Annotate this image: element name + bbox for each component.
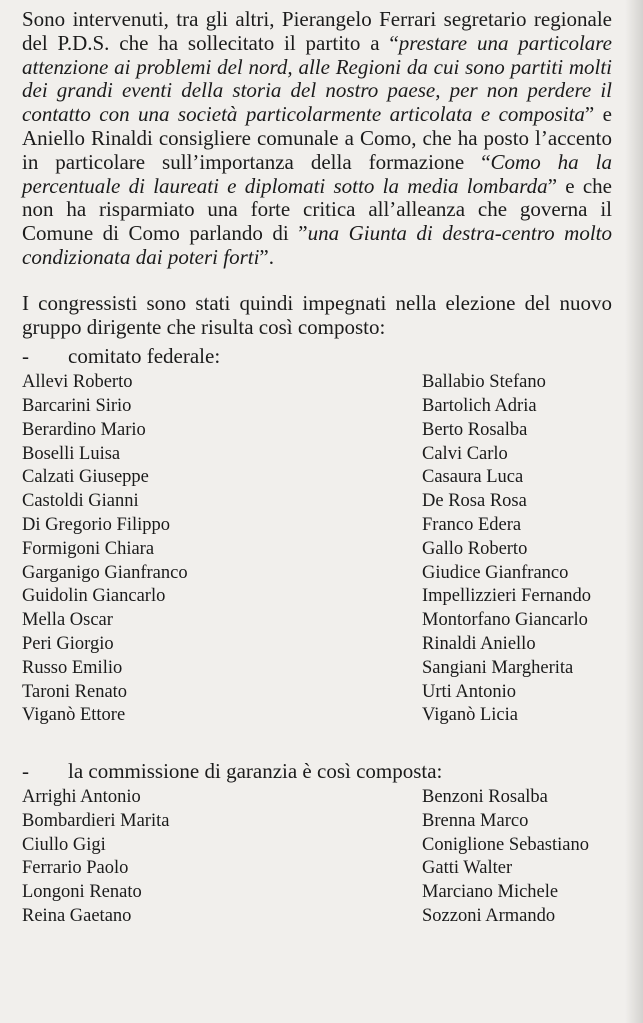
bullet-dash: -	[22, 759, 29, 784]
quote-segment: Como ha la percentuale di laureati e diplomati sotto la media lombarda	[22, 149, 612, 198]
text-segment: ” e Aniello Rinaldi consigliere comunale a Como, che ha posto l’accento in particolare sull’importanza della formazione “	[22, 102, 612, 174]
page-content	[22, 8, 612, 929]
intro-paragraph	[22, 8, 612, 270]
text-segment: Sono intervenuti, tra gli altri, Pierangelo Ferrari segretario regionale del P.D.S. che ha sollecitato il partito a “	[22, 7, 612, 55]
member-name: Brenna Marco	[422, 810, 529, 831]
bullet-dash: -	[22, 344, 29, 369]
federal-heading: comitato federale:	[68, 344, 221, 369]
quote-segment: prestare una particolare attenzione ai problemi del nord, alle Regioni da cui sono partiti molti dei grandi eventi della storia del nostro paese, per non perdere il contatto con una società particolarmente articolata e composita	[22, 30, 613, 127]
member-name: Formigoni Chiara	[22, 538, 155, 559]
member-name: Taroni Renato	[22, 681, 128, 702]
member-name: Ballabio Stefano	[422, 372, 546, 393]
member-name: Russo Emilio	[22, 657, 123, 678]
member-name: Garganigo Gianfranco	[22, 562, 188, 583]
member-name: Casaura Luca	[422, 467, 524, 488]
federal-list	[22, 371, 612, 728]
member-name: Gatti Walter	[422, 858, 513, 879]
member-name: Castoldi Gianni	[22, 491, 139, 512]
page-edge-shadow	[625, 0, 643, 1023]
member-name: Mella Oscar	[22, 610, 113, 631]
member-name: Giudice Gianfranco	[422, 562, 569, 583]
member-name: Longoni Renato	[22, 882, 142, 903]
member-name: Calzati Giuseppe	[22, 467, 149, 488]
member-name: Bartolich Adria	[422, 395, 537, 416]
member-name: Calvi Carlo	[422, 443, 508, 464]
member-name: Arrighi Antonio	[22, 786, 141, 807]
member-name: Berardino Mario	[22, 419, 146, 440]
member-name: Barcarini Sirio	[22, 395, 132, 416]
member-name: Di Gregorio Filippo	[22, 514, 170, 535]
member-name: Ferrario Paolo	[22, 858, 129, 879]
election-paragraph: I congressisti sono stati quindi impegnati nella elezione del nuovo gruppo dirigente che risulta così composto:	[22, 290, 612, 339]
member-name: Benzoni Rosalba	[422, 786, 548, 807]
garanzia-list	[22, 786, 612, 929]
quote-segment: una Giunta di destra-centro molto condizionata dai poteri forti	[22, 221, 612, 269]
member-name: Berto Rosalba	[422, 419, 528, 440]
member-name: Urti Antonio	[422, 681, 517, 702]
member-name: Impellizzieri Fernando	[422, 586, 592, 607]
member-name: Boselli Luisa	[22, 443, 121, 464]
text-segment: ”.	[259, 244, 274, 269]
member-name: Franco Edera	[422, 514, 522, 535]
garanzia-heading-line	[22, 760, 612, 784]
member-name: Allevi Roberto	[22, 372, 133, 393]
garanzia-heading: la commissione di garanzia è così composta:	[68, 759, 443, 784]
member-name: Guidolin Giancarlo	[22, 586, 166, 607]
member-name: De Rosa Rosa	[422, 491, 527, 512]
member-name: Gallo Roberto	[422, 538, 528, 559]
member-name: Ciullo Gigi	[22, 834, 106, 855]
member-name: Sozzoni Armando	[422, 905, 556, 926]
member-name: Coniglione Sebastiano	[422, 834, 589, 855]
member-name: Reina Gaetano	[22, 905, 132, 926]
text-segment: ” e che non ha risparmiato una forte critica all’alleanza che governa il Comune di Como parlando di ”	[22, 173, 612, 246]
member-name: Bombardieri Marita	[22, 810, 170, 831]
member-name: Sangiani Margherita	[422, 657, 574, 678]
member-name: Rinaldi Aniello	[422, 633, 536, 654]
federal-heading-line	[22, 345, 612, 369]
member-name: Viganò Ettore	[22, 705, 126, 726]
member-name: Montorfano Giancarlo	[422, 610, 588, 631]
member-name: Viganò Licia	[422, 705, 518, 726]
member-name: Peri Giorgio	[22, 633, 114, 654]
member-name: Marciano Michele	[422, 882, 559, 903]
